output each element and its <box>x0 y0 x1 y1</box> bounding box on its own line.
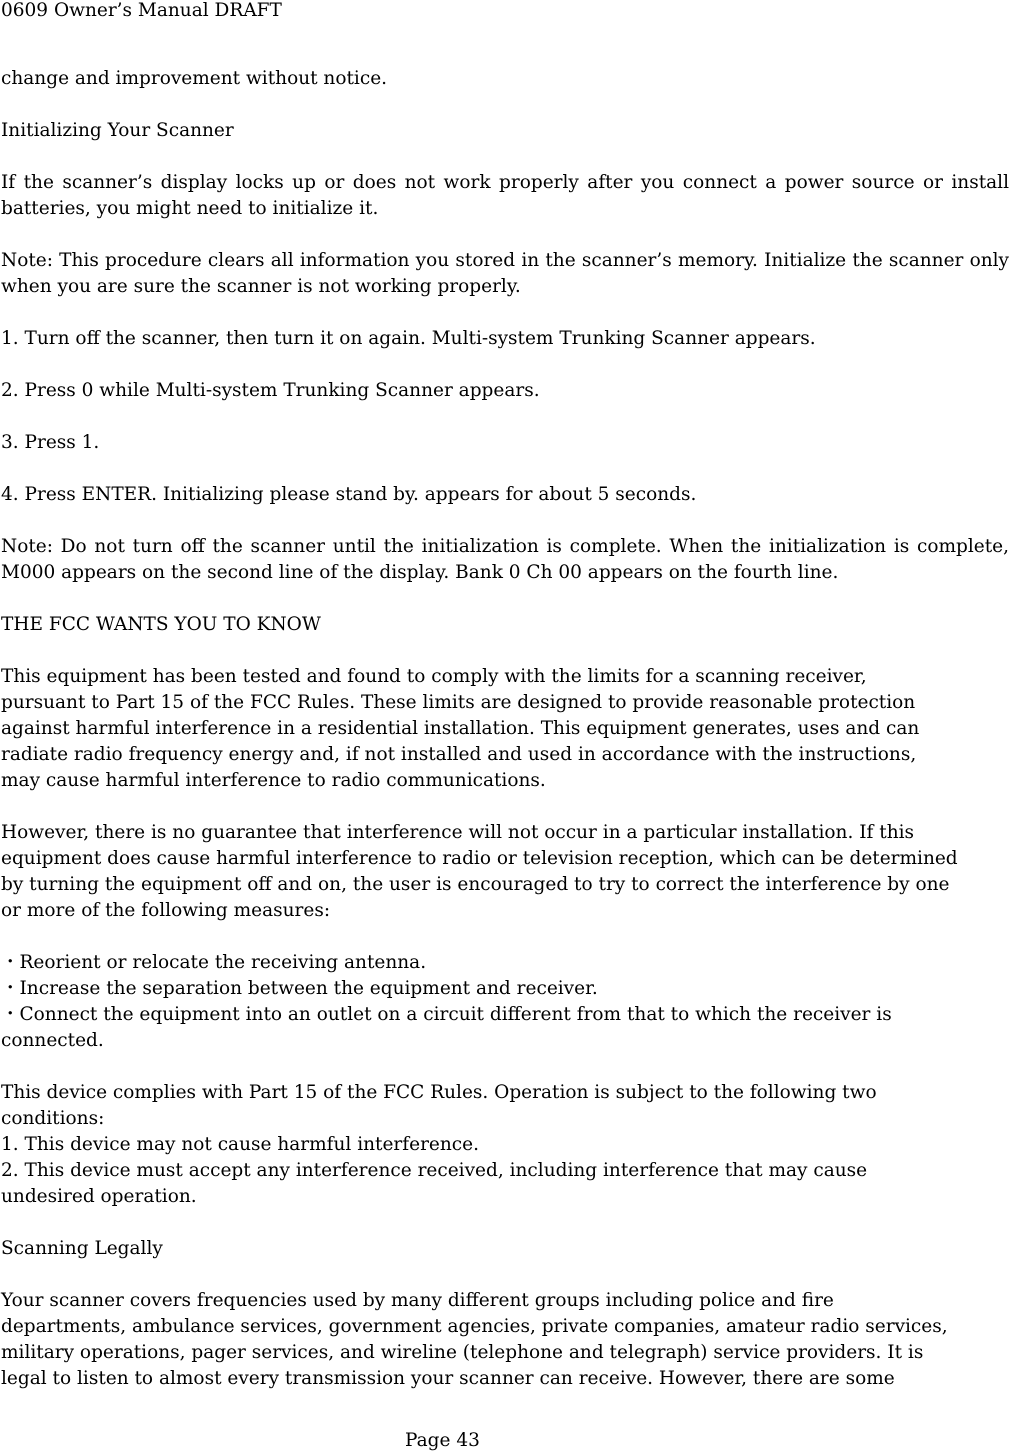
section-heading-fcc: THE FCC WANTS YOU TO KNOW <box>1 614 321 635</box>
text-line: 2. This device must accept any interference received, including interference that may cause <box>1 1160 868 1181</box>
list-item-continuation: connected. <box>1 1030 104 1051</box>
step-3: 3. Press 1. <box>1 432 100 453</box>
text-line: may cause harmful interference to radio communications. <box>1 770 546 791</box>
step-1: 1. Turn off the scanner, then turn it on again. Multi-system Trunking Scanner appears. <box>1 328 816 349</box>
intro-tail-text: change and improvement without notice. <box>1 68 388 89</box>
initialization-complete-note: Note: Do not turn off the scanner until the initialization is complete. When the initialization is complete, M000 appears on the second line of the display. Bank 0 Ch 00 appears on the fourth line. <box>1 536 1009 583</box>
text-line: This equipment has been tested and found to comply with the limits for a scanning receiver, <box>1 666 867 687</box>
initializing-note: Note: This procedure clears all information you stored in the scanner’s memory. Initialize the scanner only when you are sure the scanner is not working properly. <box>1 250 1009 297</box>
page-number: Page 43 <box>405 1430 480 1451</box>
text-line: by turning the equipment off and on, the user is encouraged to try to correct the interference by one <box>1 874 950 895</box>
list-item: ・Reorient or relocate the receiving antenna. <box>1 952 427 973</box>
section-heading-initializing: Initializing Your Scanner <box>1 120 234 141</box>
step-4: 4. Press ENTER. Initializing please stand by. appears for about 5 seconds. <box>1 484 697 505</box>
list-item: ・Connect the equipment into an outlet on a circuit different from that to which the receiver is <box>1 1004 892 1025</box>
text-line: pursuant to Part 15 of the FCC Rules. These limits are designed to provide reasonable protection <box>1 692 916 713</box>
text-line: legal to listen to almost every transmission your scanner can receive. However, there are some <box>1 1368 895 1389</box>
document-body <box>1 66 1009 1392</box>
page-header: 0609 Owner’s Manual DRAFT <box>1 0 282 21</box>
text-line: against harmful interference in a residential installation. This equipment generates, uses and can <box>1 718 920 739</box>
scanning-legally-paragraph <box>1 1288 1009 1392</box>
list-item: ・Increase the separation between the equipment and receiver. <box>1 978 598 999</box>
initializing-paragraph: If the scanner’s display locks up or does not work properly after you connect a power source or install batteries, you might need to initialize it. <box>1 172 1009 219</box>
text-line: equipment does cause harmful interference to radio or television reception, which can be determined <box>1 848 958 869</box>
text-line: conditions: <box>1 1108 105 1129</box>
fcc-paragraph-2 <box>1 820 1009 924</box>
text-line: Your scanner covers frequencies used by many different groups including police and fire <box>1 1290 834 1311</box>
section-heading-scanning-legally: Scanning Legally <box>1 1238 163 1259</box>
text-line: departments, ambulance services, government agencies, private companies, amateur radio services, <box>1 1316 948 1337</box>
text-line: However, there is no guarantee that interference will not occur in a particular installation. If this <box>1 822 915 843</box>
step-2: 2. Press 0 while Multi-system Trunking Scanner appears. <box>1 380 540 401</box>
compliance-statement <box>1 1080 1009 1210</box>
fcc-paragraph-1 <box>1 664 1009 794</box>
text-line: military operations, pager services, and wireline (telephone and telegraph) service providers. It is <box>1 1342 924 1363</box>
text-line: radiate radio frequency energy and, if not installed and used in accordance with the instructions, <box>1 744 917 765</box>
measures-list <box>1 950 1009 1054</box>
text-line: undesired operation. <box>1 1186 197 1207</box>
text-line: This device complies with Part 15 of the FCC Rules. Operation is subject to the following two <box>1 1082 877 1103</box>
text-line: or more of the following measures: <box>1 900 331 921</box>
text-line: 1. This device may not cause harmful interference. <box>1 1134 479 1155</box>
